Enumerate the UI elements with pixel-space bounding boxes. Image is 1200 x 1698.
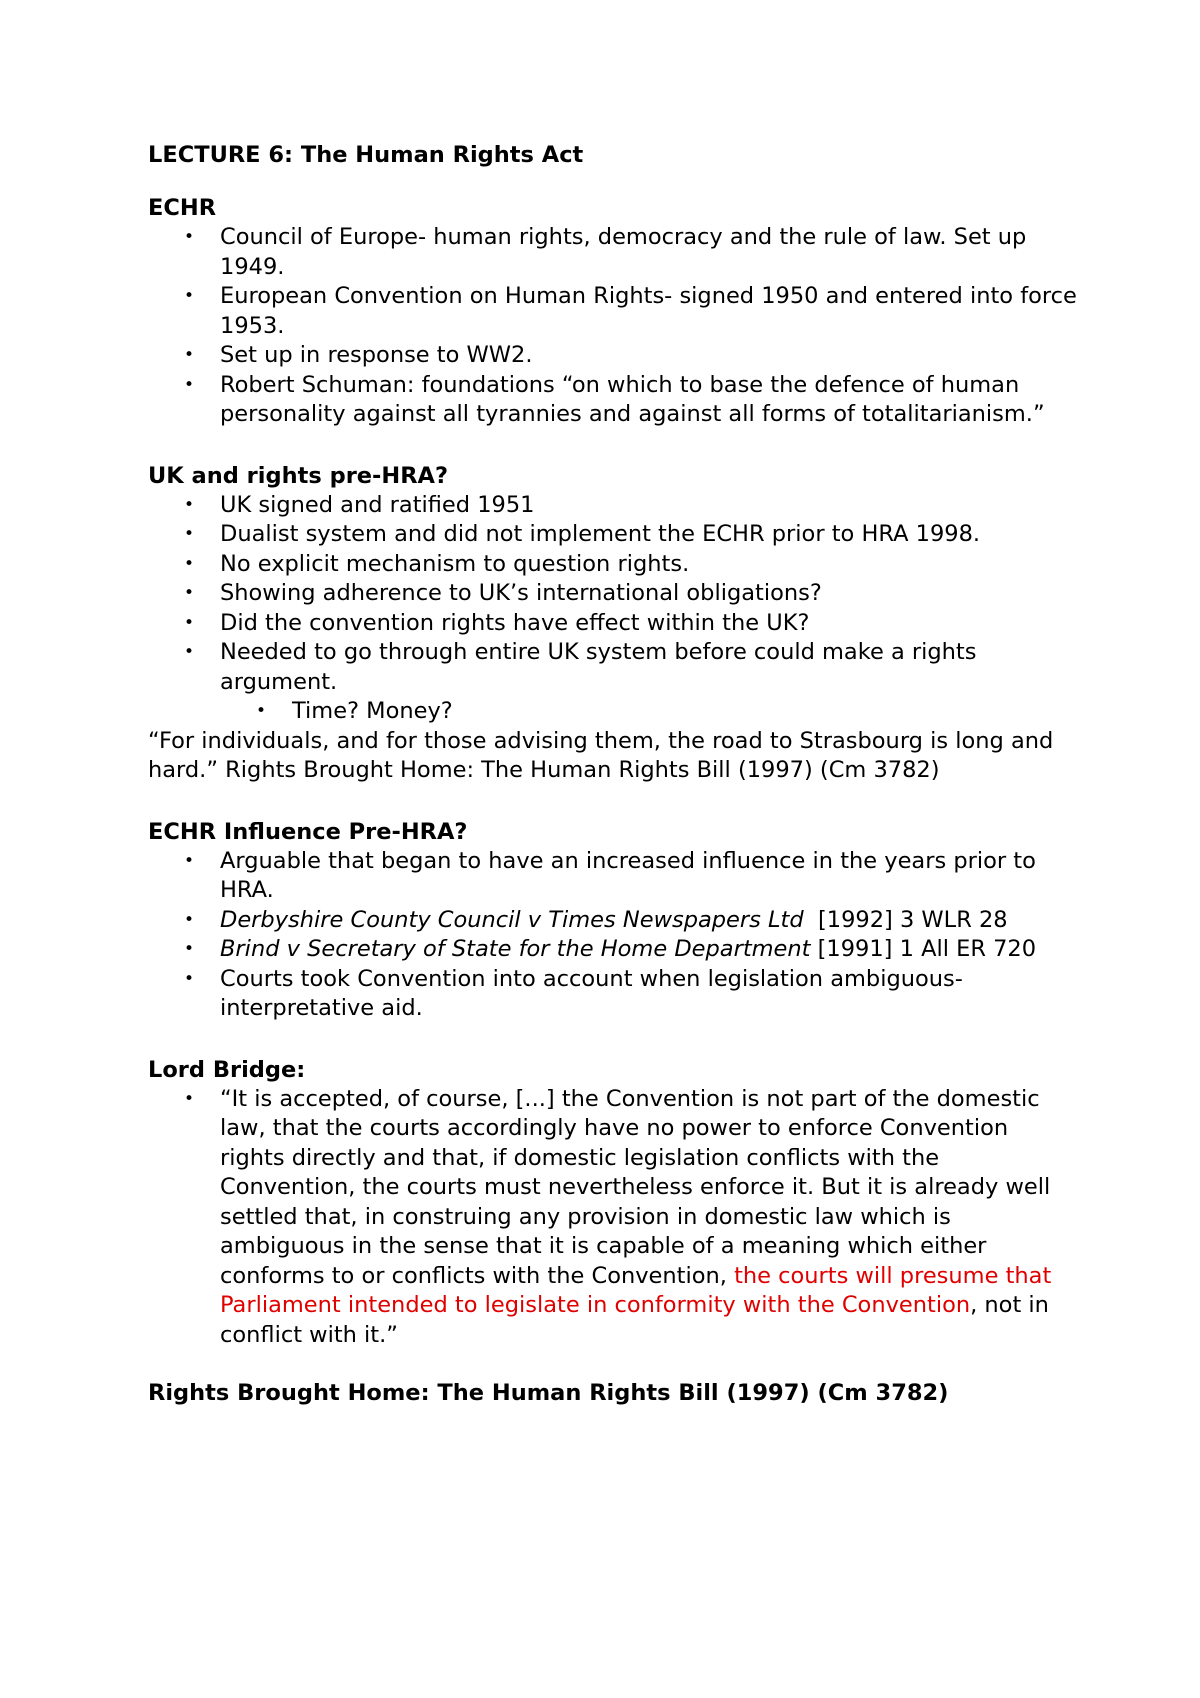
section-heading-echr: ECHR [148, 195, 217, 221]
case-name: Derbyshire County Council v Times Newspapers Ltd [220, 906, 804, 933]
list-item-case [148, 935, 1078, 965]
list-item: • Set up in response to WW2. [148, 341, 1078, 371]
list-item-case [148, 906, 1078, 936]
sub-list-item: • Time? Money? [148, 697, 1078, 727]
list-item: • Courts took Convention into account when legislation ambiguous- interpretative aid. [148, 965, 1078, 1024]
quote-text: “It is accepted, of course, [...] the Convention is not part of the domestic law, that the courts accordingly have no power to enforce Convention rights directly and that, if domestic legislation conflicts with the Convention, the courts must nevertheless enforce it. But it is already well settled that, in construing any provision in domestic law which is ambiguous in the sense that it is capable of a meaning which either conforms to or conflicts with the Convention, [220, 1085, 1051, 1289]
section-heading-echr-influence: ECHR Influence Pre-HRA? [148, 818, 468, 845]
case-citation: [1992] 3 WLR 28 [803, 906, 1008, 933]
list-item: • Robert Schuman: foundations “on which to base the defence of human personality against all tyrannies and against all forms of totalitarianism.” [148, 371, 1078, 430]
list-item: • European Convention on Human Rights- signed 1950 and entered into force 1953. [148, 282, 1078, 341]
quote-text-end: , not in conflict with it.” [220, 1292, 1049, 1348]
lord-bridge-list [148, 1085, 1078, 1351]
list-item: • Showing adherence to UK’s international obligations? [148, 579, 1078, 609]
influence-list [148, 847, 1078, 1024]
document-page [148, 140, 1078, 1408]
list-item-quote [148, 1085, 1078, 1351]
list-item: • UK signed and ratified 1951 [148, 491, 1078, 521]
page-title: LECTURE 6: The Human Rights Act [148, 142, 584, 168]
quote-highlight: the courts will presume that Parliament intended to legislate in conformity with the Convention [220, 1262, 1052, 1318]
list-item: • Dualist system and did not implement the ECHR prior to HRA 1998. [148, 520, 1078, 550]
section-heading-uk-rights: UK and rights pre-HRA? [148, 462, 449, 489]
list-item: • No explicit mechanism to question rights. [148, 550, 1078, 580]
section-heading-lord-bridge: Lord Bridge: [148, 1056, 306, 1083]
list-item: • Did the convention rights have effect within the UK? [148, 609, 1078, 639]
strasbourg-quote: “For individuals, and for those advising them, the road to Strasbourg is long and hard.” Rights Brought Home: The Human Rights Bill (1997) (Cm 3782) [148, 727, 1054, 783]
list-item: • Needed to go through entire UK system before could make a rights argument. [148, 638, 1078, 697]
uk-list [148, 491, 1078, 727]
section-heading-rights-brought-home: Rights Brought Home: The Human Rights Bill (1997) (Cm 3782) [148, 1380, 949, 1406]
case-citation: [1991] 1 All ER 720 [810, 936, 1037, 962]
list-item: • Arguable that began to have an increased influence in the years prior to HRA. [148, 847, 1078, 906]
case-name: Brind v Secretary of State for the Home Department [220, 936, 811, 962]
echr-list [148, 223, 1078, 430]
list-item: • Council of Europe- human rights, democracy and the rule of law. Set up 1949. [148, 223, 1078, 282]
